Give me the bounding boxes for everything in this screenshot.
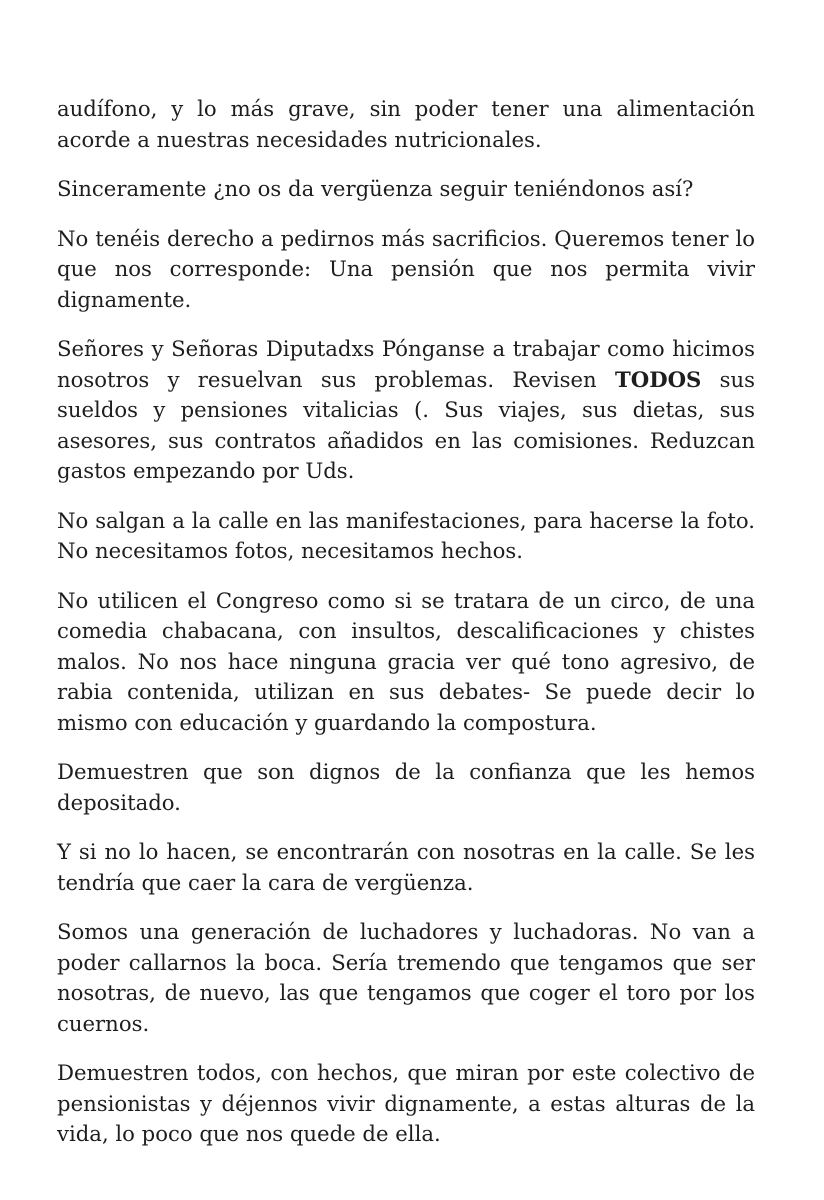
document-page [57, 94, 755, 1169]
paragraph-8 [57, 837, 755, 898]
paragraph-text: No tenéis derecho a pedirnos más sacrificios. Queremos tener lo que nos corresponde: Una pensión que nos permita vivir dignamente. [57, 225, 755, 312]
paragraph-text: Sinceramente ¿no os da vergüenza seguir teniéndonos así? [57, 176, 694, 201]
bold-emphasis: TODOS [614, 366, 702, 392]
paragraph-4 [57, 334, 755, 487]
paragraph-text: Y si no lo hacen, se encontrarán con nosotras en la calle. Se les tendría que caer la cara de vergüenza. [57, 839, 755, 895]
paragraph-3 [57, 224, 755, 316]
paragraph-9 [57, 917, 755, 1039]
paragraph-text: Demuestren que son dignos de la confianza que les hemos depositado. [57, 759, 755, 815]
paragraph-6 [57, 586, 755, 739]
paragraph-text: No salgan a la calle en las manifestaciones, para hacerse la foto. No necesitamos fotos, necesitamos hechos. [57, 507, 755, 563]
paragraph-text: Demuestren todos, con hechos, que miran por este colectivo de pensionistas y déjennos vivir dignamente, a estas alturas de la vida, lo poco que nos quede de ella. [57, 1060, 755, 1146]
paragraph-5 [57, 506, 755, 567]
paragraph-7 [57, 757, 755, 818]
paragraph-1 [57, 94, 755, 155]
paragraph-text-before: Señores y Señoras Diputadxs Pónganse a trabajar como hicimos nosotros y resuelvan sus problemas. Revisen [57, 336, 755, 392]
paragraph-2 [57, 174, 755, 205]
paragraph-text: audífono, y lo más grave, sin poder tener una alimentación acorde a nuestras necesidades nutricionales. [57, 96, 755, 152]
paragraph-text: Somos una generación de luchadores y luchadoras. No van a poder callarnos la boca. Sería tremendo que tengamos que ser nosotras, de nuevo, las que tengamos que coger el toro por los cuernos. [57, 919, 755, 1036]
paragraph-10 [57, 1058, 755, 1150]
paragraph-text: No utilicen el Congreso como si se tratara de un circo, de una comedia chabacana, con insultos, descalificaciones y chistes malos. No nos hace ninguna gracia ver qué tono agresivo, de rabia contenida, utilizan en sus debates- Se puede decir lo mismo con educación y guardando la compostura. [57, 587, 755, 735]
paragraph-text-after: sus sueldos y pensiones vitalicias (. Sus viajes, sus dietas, sus asesores, sus contratos añadidos en las comisiones. Reduzcan gastos empezando por Uds. [57, 366, 755, 483]
